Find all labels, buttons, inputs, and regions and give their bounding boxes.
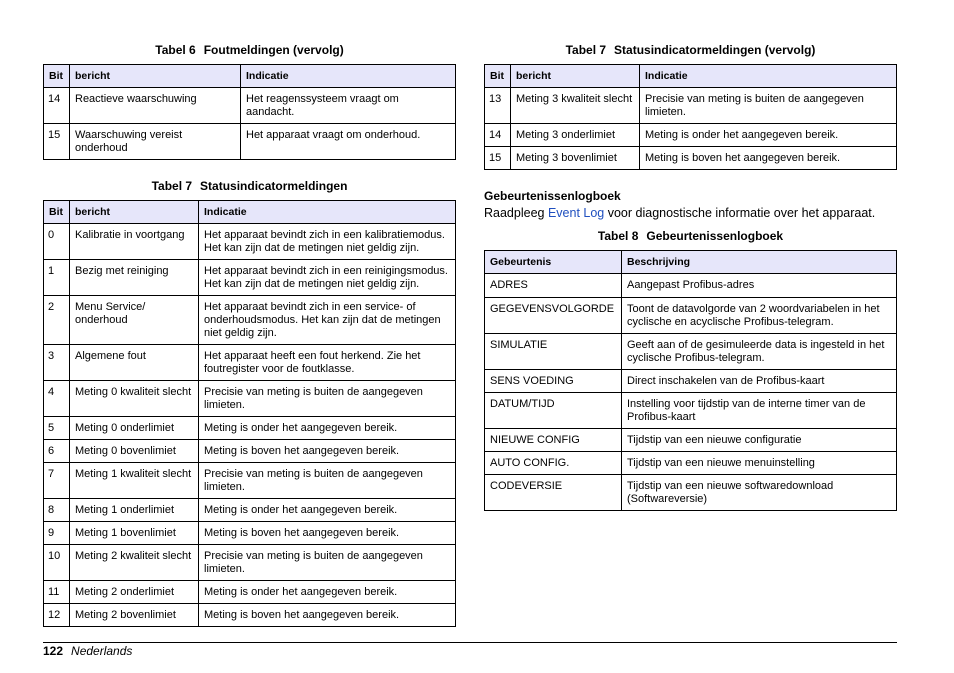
table7-continued-caption (484, 42, 897, 64)
footer-divider (43, 642, 897, 643)
message-cell: Meting 0 bovenlimiet (70, 440, 199, 463)
indication-cell: Precisie van meting is buiten de aangegeven limieten. (640, 88, 897, 124)
table8-event-log (484, 250, 897, 511)
event-cell: CODEVERSIE (485, 475, 622, 511)
indication-cell: Het apparaat heeft een fout herkend. Zie het foutregister voor de foutklasse. (199, 345, 456, 381)
event-cell: SENS VOEDING (485, 370, 622, 393)
left-column (43, 42, 456, 627)
description-cell: Tijdstip van een nieuwe menuinstelling (622, 452, 897, 475)
message-cell: Meting 3 onderlimiet (511, 124, 640, 147)
event-log-link[interactable]: Event Log (547, 206, 605, 220)
message-cell: Meting 1 onderlimiet (70, 499, 199, 522)
bit-cell: 12 (44, 604, 70, 627)
table-row (44, 499, 456, 522)
bit-cell: 9 (44, 522, 70, 545)
indication-cell: Precisie van meting is buiten de aangegeven limieten. (199, 463, 456, 499)
description-cell: Direct inschakelen van de Profibus-kaart (622, 370, 897, 393)
table-row (485, 452, 897, 475)
column-header-indication: Indicatie (199, 201, 456, 224)
bit-cell: 13 (485, 88, 511, 124)
message-cell: Meting 0 onderlimiet (70, 417, 199, 440)
table6-caption (43, 42, 456, 64)
table-row (44, 545, 456, 581)
table-header-row (485, 251, 897, 274)
indication-cell: Meting is boven het aangegeven bereik. (199, 440, 456, 463)
event-cell: NIEUWE CONFIG (485, 429, 622, 452)
table-row (485, 475, 897, 511)
table-row (44, 440, 456, 463)
column-header-indication: Indicatie (640, 65, 897, 88)
table-header-row (485, 65, 897, 88)
indication-cell: Precisie van meting is buiten de aangegeven limieten. (199, 545, 456, 581)
event-cell: GEGEVENSVOLGORDE (485, 298, 622, 334)
event-cell: DATUM/TIJD (485, 393, 622, 429)
bit-cell: 15 (44, 124, 70, 160)
column-header-message: bericht (511, 65, 640, 88)
indication-cell: Meting is boven het aangegeven bereik. (199, 604, 456, 627)
message-cell: Meting 3 bovenlimiet (511, 147, 640, 170)
table-row (44, 224, 456, 260)
table7-continued (484, 64, 897, 170)
paragraph-text-after: voor diagnostische informatie over het apparaat. (604, 206, 876, 220)
message-cell: Algemene fout (70, 345, 199, 381)
table-row (44, 260, 456, 296)
message-cell: Meting 1 bovenlimiet (70, 522, 199, 545)
description-cell: Instelling voor tijdstip van de interne timer van de Profibus-kaart (622, 393, 897, 429)
table7-caption-text: Statusindicatormeldingen (200, 179, 348, 193)
bit-cell: 0 (44, 224, 70, 260)
table7-status-indicator-messages (43, 200, 456, 627)
table6-error-messages (43, 64, 456, 160)
indication-cell: Meting is boven het aangegeven bereik. (640, 147, 897, 170)
indication-cell: Meting is boven het aangegeven bereik. (199, 522, 456, 545)
event-cell: AUTO CONFIG. (485, 452, 622, 475)
table-header-row (44, 65, 456, 88)
message-cell: Reactieve waarschuwing (70, 88, 241, 124)
indication-cell: Meting is onder het aangegeven bereik. (640, 124, 897, 147)
table-row (485, 147, 897, 170)
indication-cell: Het apparaat bevindt zich in een service- of onderhoudsmodus. Het kan zijn dat de metingen niet geldig zijn. (199, 296, 456, 345)
table7-continued-caption-text: Statusindicatormeldingen (vervolg) (614, 43, 816, 57)
bit-cell: 6 (44, 440, 70, 463)
table-header-row (44, 201, 456, 224)
indication-cell: Het reagenssysteem vraagt om aandacht. (241, 88, 456, 124)
column-header-description: Beschrijving (622, 251, 897, 274)
indication-cell: Het apparaat bevindt zich in een kalibratiemodus. Het kan zijn dat de metingen niet geldig zijn. (199, 224, 456, 260)
bit-cell: 3 (44, 345, 70, 381)
section-title-event-log: Gebeurtenissenlogboek (484, 189, 621, 203)
description-cell: Geeft aan of de gesimuleerde data is ingesteld in het cyclische Profibus-telegram. (622, 334, 897, 370)
table-row (485, 370, 897, 393)
event-cell: ADRES (485, 274, 622, 298)
bit-cell: 5 (44, 417, 70, 440)
message-cell: Bezig met reiniging (70, 260, 199, 296)
description-cell: Toont de datavolgorde van 2 woordvariabelen in het cyclische en acyclische Profibus-telegram. (622, 298, 897, 334)
table-row (44, 581, 456, 604)
table-row (44, 124, 456, 160)
bit-cell: 11 (44, 581, 70, 604)
table-row (485, 88, 897, 124)
table7-caption-number: Tabel 7 (151, 179, 193, 193)
right-column (484, 42, 897, 511)
page-footer (43, 644, 132, 658)
column-header-bit: Bit (485, 65, 511, 88)
table-row (485, 274, 897, 298)
column-header-message: bericht (70, 201, 199, 224)
indication-cell: Meting is onder het aangegeven bereik. (199, 417, 456, 440)
bit-cell: 10 (44, 545, 70, 581)
column-header-bit: Bit (44, 65, 70, 88)
message-cell: Meting 1 kwaliteit slecht (70, 463, 199, 499)
bit-cell: 2 (44, 296, 70, 345)
column-header-event: Gebeurtenis (485, 251, 622, 274)
table-row (44, 88, 456, 124)
message-cell: Kalibratie in voortgang (70, 224, 199, 260)
message-cell: Menu Service/ onderhoud (70, 296, 199, 345)
indication-cell: Het apparaat bevindt zich in een reinigingsmodus. Het kan zijn dat de metingen niet geldig zijn. (199, 260, 456, 296)
table-row (44, 463, 456, 499)
message-cell: Meting 2 bovenlimiet (70, 604, 199, 627)
description-cell: Aangepast Profibus-adres (622, 274, 897, 298)
table-row (485, 393, 897, 429)
table8-caption-number: Tabel 8 (597, 229, 639, 243)
bit-cell: 15 (485, 147, 511, 170)
table8-caption (484, 228, 897, 250)
table8-caption-text: Gebeurtenissenlogboek (646, 229, 784, 243)
message-cell: Waarschuwing vereist onderhoud (70, 124, 241, 160)
bit-cell: 8 (44, 499, 70, 522)
bit-cell: 4 (44, 381, 70, 417)
bit-cell: 14 (44, 88, 70, 124)
indication-cell: Het apparaat vraagt om onderhoud. (241, 124, 456, 160)
table-row (44, 296, 456, 345)
bit-cell: 14 (485, 124, 511, 147)
table-row (44, 381, 456, 417)
event-cell: SIMULATIE (485, 334, 622, 370)
footer-language: Nederlands (71, 644, 133, 658)
bit-cell: 1 (44, 260, 70, 296)
table6-caption-text: Foutmeldingen (vervolg) (203, 43, 344, 57)
description-cell: Tijdstip van een nieuwe configuratie (622, 429, 897, 452)
bit-cell: 7 (44, 463, 70, 499)
indication-cell: Precisie van meting is buiten de aangegeven limieten. (199, 381, 456, 417)
column-header-indication: Indicatie (241, 65, 456, 88)
table-row (485, 124, 897, 147)
indication-cell: Meting is onder het aangegeven bereik. (199, 581, 456, 604)
column-header-bit: Bit (44, 201, 70, 224)
table-row (44, 345, 456, 381)
table-row (44, 522, 456, 545)
table-row (44, 604, 456, 627)
table-row (485, 429, 897, 452)
column-header-message: bericht (70, 65, 241, 88)
table-row (485, 334, 897, 370)
table7-caption (43, 178, 456, 200)
message-cell: Meting 0 kwaliteit slecht (70, 381, 199, 417)
paragraph-text-before: Raadpleeg (484, 206, 548, 220)
message-cell: Meting 3 kwaliteit slecht (511, 88, 640, 124)
event-log-paragraph (484, 206, 897, 228)
page-number: 122 (43, 644, 64, 658)
message-cell: Meting 2 kwaliteit slecht (70, 545, 199, 581)
description-cell: Tijdstip van een nieuwe softwaredownload (Softwareversie) (622, 475, 897, 511)
table7-continued-caption-number: Tabel 7 (565, 43, 607, 57)
table-row (44, 417, 456, 440)
table6-caption-number: Tabel 6 (155, 43, 196, 57)
message-cell: Meting 2 onderlimiet (70, 581, 199, 604)
indication-cell: Meting is onder het aangegeven bereik. (199, 499, 456, 522)
table-row (485, 298, 897, 334)
